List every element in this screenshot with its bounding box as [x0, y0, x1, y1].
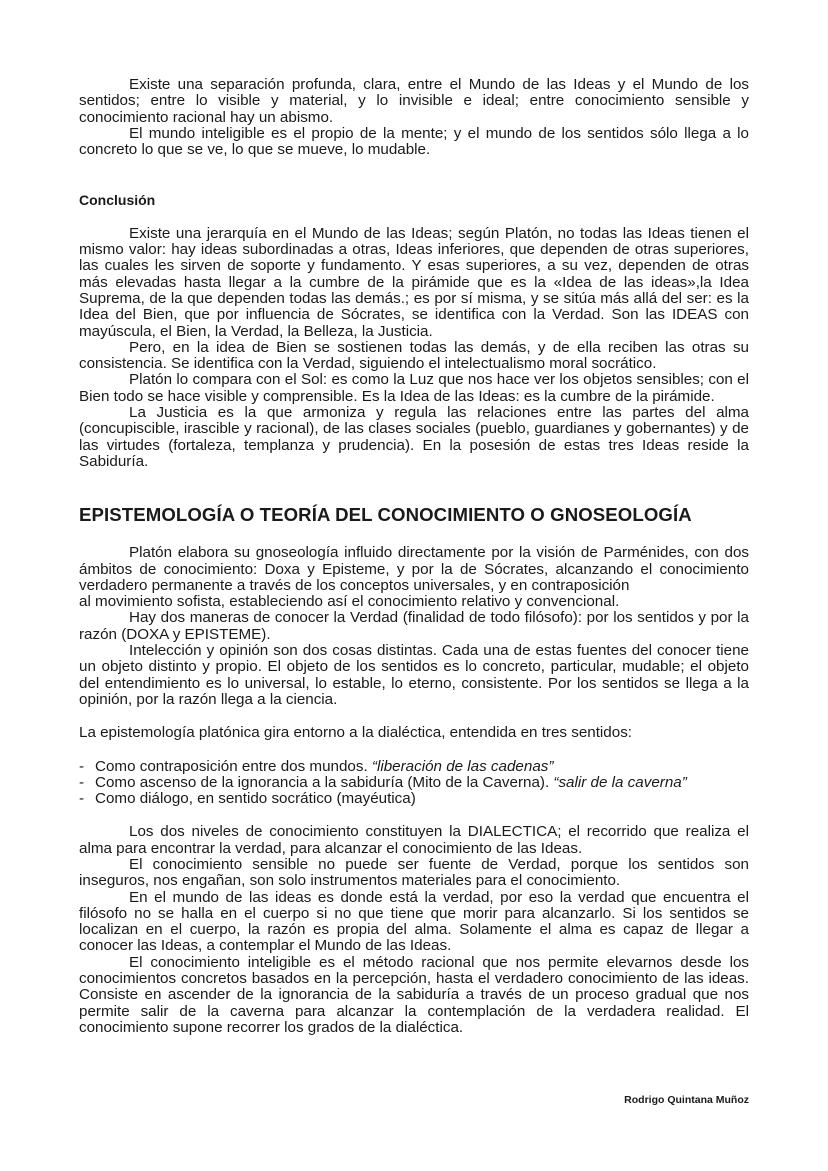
spacer	[79, 742, 749, 759]
spacer	[79, 807, 749, 824]
intro-paragraph-1: Existe una separación profunda, clara, entre el Mundo de las Ideas y el Mundo de los sentidos; entre lo visible y material, y lo invisible e ideal; entre conocimiento sensible y conocimiento racional hay un abismo.	[79, 76, 749, 126]
epistemology-paragraph-7: El conocimiento inteligible es el método racional que nos permite elevarnos desde los conocimientos concretos basados en la percepción, hasta el verdadero conocimiento de las ideas. Consiste en ascender de la ignorancia de la sabiduría a través de un proceso gradual que nos permite salir de la caverna para alcanzar la contemplación de la verdadera realidad. El conocimiento supone recorrer los grados de la dialéctica.	[79, 953, 749, 1036]
list-item-text: Como diálogo, en sentido socrático (mayéutica)	[95, 790, 416, 808]
list-item	[79, 759, 749, 775]
epistemology-paragraph-1b: al movimiento sofista, estableciendo así el conocimiento relativo y convencional.	[79, 593, 620, 611]
document-page	[79, 77, 749, 1036]
epistemology-paragraph-5: El conocimiento sensible no puede ser fuente de Verdad, porque los sentidos son inseguros, nos engañan, son solo instrumentos materiales para el conocimiento.	[79, 855, 749, 890]
list-item	[79, 775, 749, 791]
epistemology-heading: EPISTEMOLOGÍA O TEORÍA DEL CONOCIMIENTO O GNOSEOLOGÍA	[79, 504, 692, 526]
footer-author: Rodrigo Quintana Muñoz	[624, 1094, 749, 1106]
spacer	[79, 708, 749, 725]
epistemology-paragraph-4: Los dos niveles de conocimiento constituyen la DIALECTICA; el recorrido que realiza el alma para encontrar la verdad, para alcanzar el conocimiento de las Ideas.	[79, 823, 749, 857]
list-item-quote: “salir de la caverna”	[553, 773, 687, 791]
dash-marker: -	[79, 790, 85, 808]
epistemology-paragraph-1a: Platón elabora su gnoseología influido directamente por la visión de Parménides, con dos ámbitos de conocimiento: Doxa y Episteme, y por la de Sócrates, alcanzando el conocimiento verdadero permanente a través de los conceptos universales, y en contraposición	[79, 544, 749, 594]
conclusion-paragraph-1: Existe una jerarquía en el Mundo de las Ideas; según Platón, no todas las Ideas tienen el mismo valor: hay ideas subordinadas a otras, Ideas inferiores, que dependen de otras superiores, las cuales les sirven de soporte y fundamento. Y esas superiores, a su vez, dependen de otras más elevadas hasta llegar a la cumbre de la pirámide que es la «Idea de las ideas»,la Idea Suprema, de la que dependen todas las demás.; es por sí misma, y se sitúa más allá del ser: es la Idea del Bien, que por influencia de Sócrates, se identifica con la Verdad. Son las IDEAS con mayúscula, el Bien, la Verdad, la Belleza, la Justicia.	[79, 224, 749, 340]
epistemology-paragraph-2: Hay dos maneras de conocer la Verdad (finalidad de todo filósofo): por los sentidos y por la razón (DOXA y EPISTEME).	[79, 609, 749, 643]
list-item-text: Como ascenso de la ignorancia a la sabiduría (Mito de la Caverna).	[95, 773, 554, 791]
conclusion-paragraph-4: La Justicia es la que armoniza y regula las relaciones entre las partes del alma (concupiscible, irascible y racional), de las clases sociales (pueblo, guardianes y gobernantes) y de las virtudes (fortaleza, templanza y prudencia). En la posesión de estas tres Ideas reside la Sabiduría.	[79, 404, 749, 470]
list-item	[79, 791, 749, 807]
intro-paragraph-2: El mundo inteligible es el propio de la mente; y el mundo de los sentidos sólo llega a lo concreto lo que se ve, lo que se mueve, lo mudable.	[79, 124, 749, 159]
list-item-quote: “liberación de las cadenas”	[371, 757, 554, 775]
conclusion-paragraph-3: Platón lo compara con el Sol: es como la Luz que nos hace ver los objetos sensibles; con el Bien todo se hace visible y comprensible. Es la Idea de las Ideas: es la cumbre de la pirámide.	[79, 371, 749, 405]
dash-marker: -	[79, 773, 85, 791]
conclusion-heading: Conclusión	[79, 192, 156, 209]
list-item-text: Como contraposición entre dos mundos.	[95, 757, 372, 775]
epistemology-paragraph-3: Intelección y opinión son dos cosas distintas. Cada una de estas fuentes del conocer tiene un objeto distinto y propio. El objeto de los sentidos es lo concreto, particular, mudable; el objeto del entendimiento es lo universal, lo estable, lo eterno, consistente. Por los sentidos se llega a la opinión, por la razón llega a la ciencia.	[79, 642, 749, 708]
dialectic-list	[79, 759, 749, 808]
dash-marker: -	[79, 757, 85, 775]
dialectic-intro: La epistemología platónica gira entorno a la dialéctica, entendida en tres sentidos:	[79, 724, 633, 742]
epistemology-paragraph-6: En el mundo de las ideas es donde está la verdad, por eso la verdad que encuentra el filósofo no se halla en el cuerpo si no que tiene que morir para alcanzarlo. Si los sentidos se localizan en el cuerpo, la razón es propia del alma. Solamente el alma es capaz de llegar a conocer las Ideas, a contemplar el Mundo de las Ideas.	[79, 888, 749, 955]
conclusion-paragraph-2: Pero, en la idea de Bien se sostienen todas las demás, y de ella reciben las otras su consistencia. Se identifica con la Verdad, siguiendo el intelectualismo moral socrático.	[79, 338, 749, 373]
